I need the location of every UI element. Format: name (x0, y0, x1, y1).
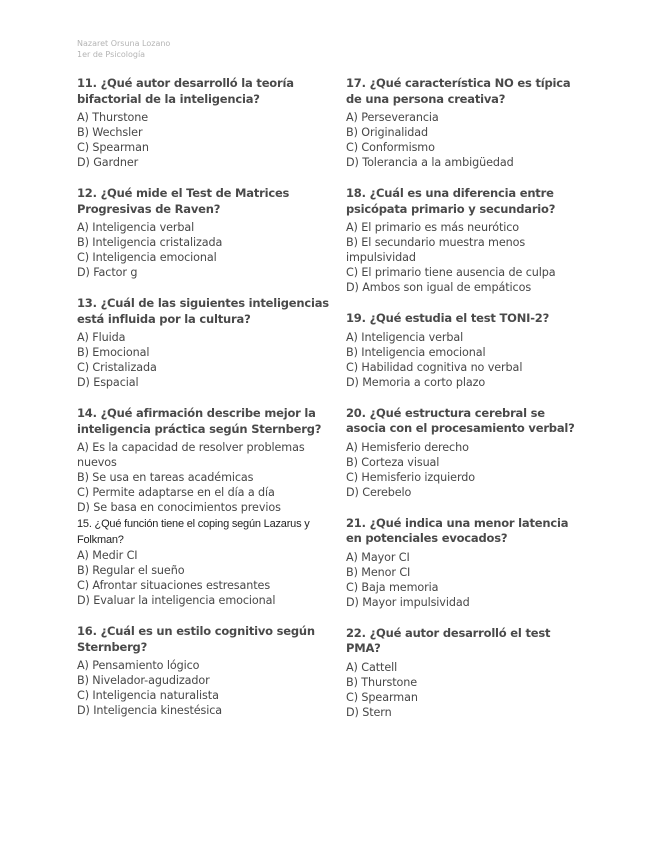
option-a: A) Medir CI (77, 549, 138, 562)
question-21 (346, 516, 586, 610)
option-d: D) Inteligencia kinestésica (77, 704, 223, 717)
question-title: 17. ¿Qué característica NO es típica de una persona creativa? (346, 76, 571, 106)
option-a: A) Inteligencia verbal (346, 330, 464, 344)
option-d: D) Tolerancia a la ambigüedad (346, 156, 514, 169)
option-a: A) Hemisferio derecho (346, 440, 469, 454)
option-b: B) Originalidad (346, 126, 429, 139)
option-b: B) Thurstone (346, 675, 418, 689)
question-22 (346, 626, 586, 720)
option-c: C) Conformismo (346, 141, 435, 154)
question-title: 20. ¿Qué estructura cerebral se asocia con el procesamiento verbal? (346, 405, 575, 435)
question-title: 18. ¿Cuál es una diferencia entre psicópata primario y secundario? (346, 186, 556, 216)
option-b: B) Inteligencia emocional (346, 345, 486, 359)
question-title: 13. ¿Cuál de las siguientes inteligencias está influida por la cultura? (77, 296, 329, 326)
option-a: A) Es la capacidad de resolver problemas nuevos (77, 441, 305, 469)
question-19 (346, 311, 586, 390)
option-c: C) Permite adaptarse en el día a día (77, 486, 275, 499)
document-header (77, 38, 170, 60)
question-title: 15. ¿Qué función tiene el coping según Lazarus y Folkman? (77, 518, 310, 546)
option-d: D) Se basa en conocimientos previos (77, 501, 281, 514)
question-17 (346, 76, 586, 170)
question-16 (77, 624, 339, 718)
option-a: A) Fluida (77, 331, 126, 344)
option-d: D) Evaluar la inteligencia emocional (77, 594, 276, 607)
option-a: A) Inteligencia verbal (77, 221, 195, 234)
question-title: 11. ¿Qué autor desarrolló la teoría bifactorial de la inteligencia? (77, 76, 294, 106)
option-a: A) Perseverancia (346, 111, 439, 124)
option-d: D) Memoria a corto plazo (346, 375, 486, 389)
question-14 (77, 406, 339, 515)
right-column (346, 76, 586, 736)
option-a: A) El primario es más neurótico (346, 221, 520, 234)
option-c: C) El primario tiene ausencia de culpa (346, 266, 556, 279)
option-d: D) Cerebelo (346, 485, 412, 499)
option-c: C) Habilidad cognitiva no verbal (346, 360, 523, 374)
option-b: B) Corteza visual (346, 455, 440, 469)
course-name: 1er de Psicología (77, 50, 146, 59)
question-11 (77, 76, 339, 170)
option-b: B) Inteligencia cristalizada (77, 236, 223, 249)
option-b: B) Menor CI (346, 565, 411, 579)
option-a: A) Thurstone (77, 111, 149, 124)
option-a: A) Cattell (346, 660, 398, 674)
question-title: 16. ¿Cuál es un estilo cognitivo según Sternberg? (77, 624, 315, 654)
question-title: 19. ¿Qué estudia el test TONI-2? (346, 311, 550, 325)
left-column (77, 76, 339, 734)
option-c: C) Spearman (77, 141, 149, 154)
question-15 (77, 516, 339, 608)
option-c: C) Hemisferio izquierdo (346, 470, 476, 484)
option-c: C) Inteligencia naturalista (77, 689, 219, 702)
option-a: A) Mayor CI (346, 550, 410, 564)
question-18 (346, 186, 586, 295)
option-d: D) Ambos son igual de empáticos (346, 281, 532, 294)
author-name: Nazaret Orsuna Lozano (77, 39, 171, 48)
option-b: B) Emocional (77, 346, 150, 359)
option-d: D) Factor g (77, 266, 138, 279)
option-b: B) Regular el sueño (77, 564, 185, 577)
option-b: B) Nivelador-agudizador (77, 674, 210, 687)
option-c: C) Inteligencia emocional (77, 251, 217, 264)
option-d: D) Espacial (77, 376, 139, 389)
option-d: D) Stern (346, 705, 392, 719)
option-b: B) Wechsler (77, 126, 143, 139)
question-title: 22. ¿Qué autor desarrolló el test PMA? (346, 625, 551, 655)
question-20 (346, 406, 586, 500)
option-c: C) Spearman (346, 690, 418, 704)
question-13 (77, 296, 339, 390)
option-c: C) Baja memoria (346, 580, 439, 594)
question-title: 14. ¿Qué afirmación describe mejor la inteligencia práctica según Sternberg? (77, 406, 322, 436)
option-b: B) Se usa en tareas académicas (77, 471, 254, 484)
option-c: C) Afrontar situaciones estresantes (77, 579, 271, 592)
option-c: C) Cristalizada (77, 361, 157, 374)
question-title: 21. ¿Qué indica una menor latencia en potenciales evocados? (346, 515, 569, 545)
question-12 (77, 186, 339, 280)
option-a: A) Pensamiento lógico (77, 659, 200, 672)
option-b: B) El secundario muestra menos impulsividad (346, 236, 526, 264)
question-title: 12. ¿Qué mide el Test de Matrices Progresivas de Raven? (77, 186, 290, 216)
option-d: D) Mayor impulsividad (346, 595, 470, 609)
option-d: D) Gardner (77, 156, 139, 169)
